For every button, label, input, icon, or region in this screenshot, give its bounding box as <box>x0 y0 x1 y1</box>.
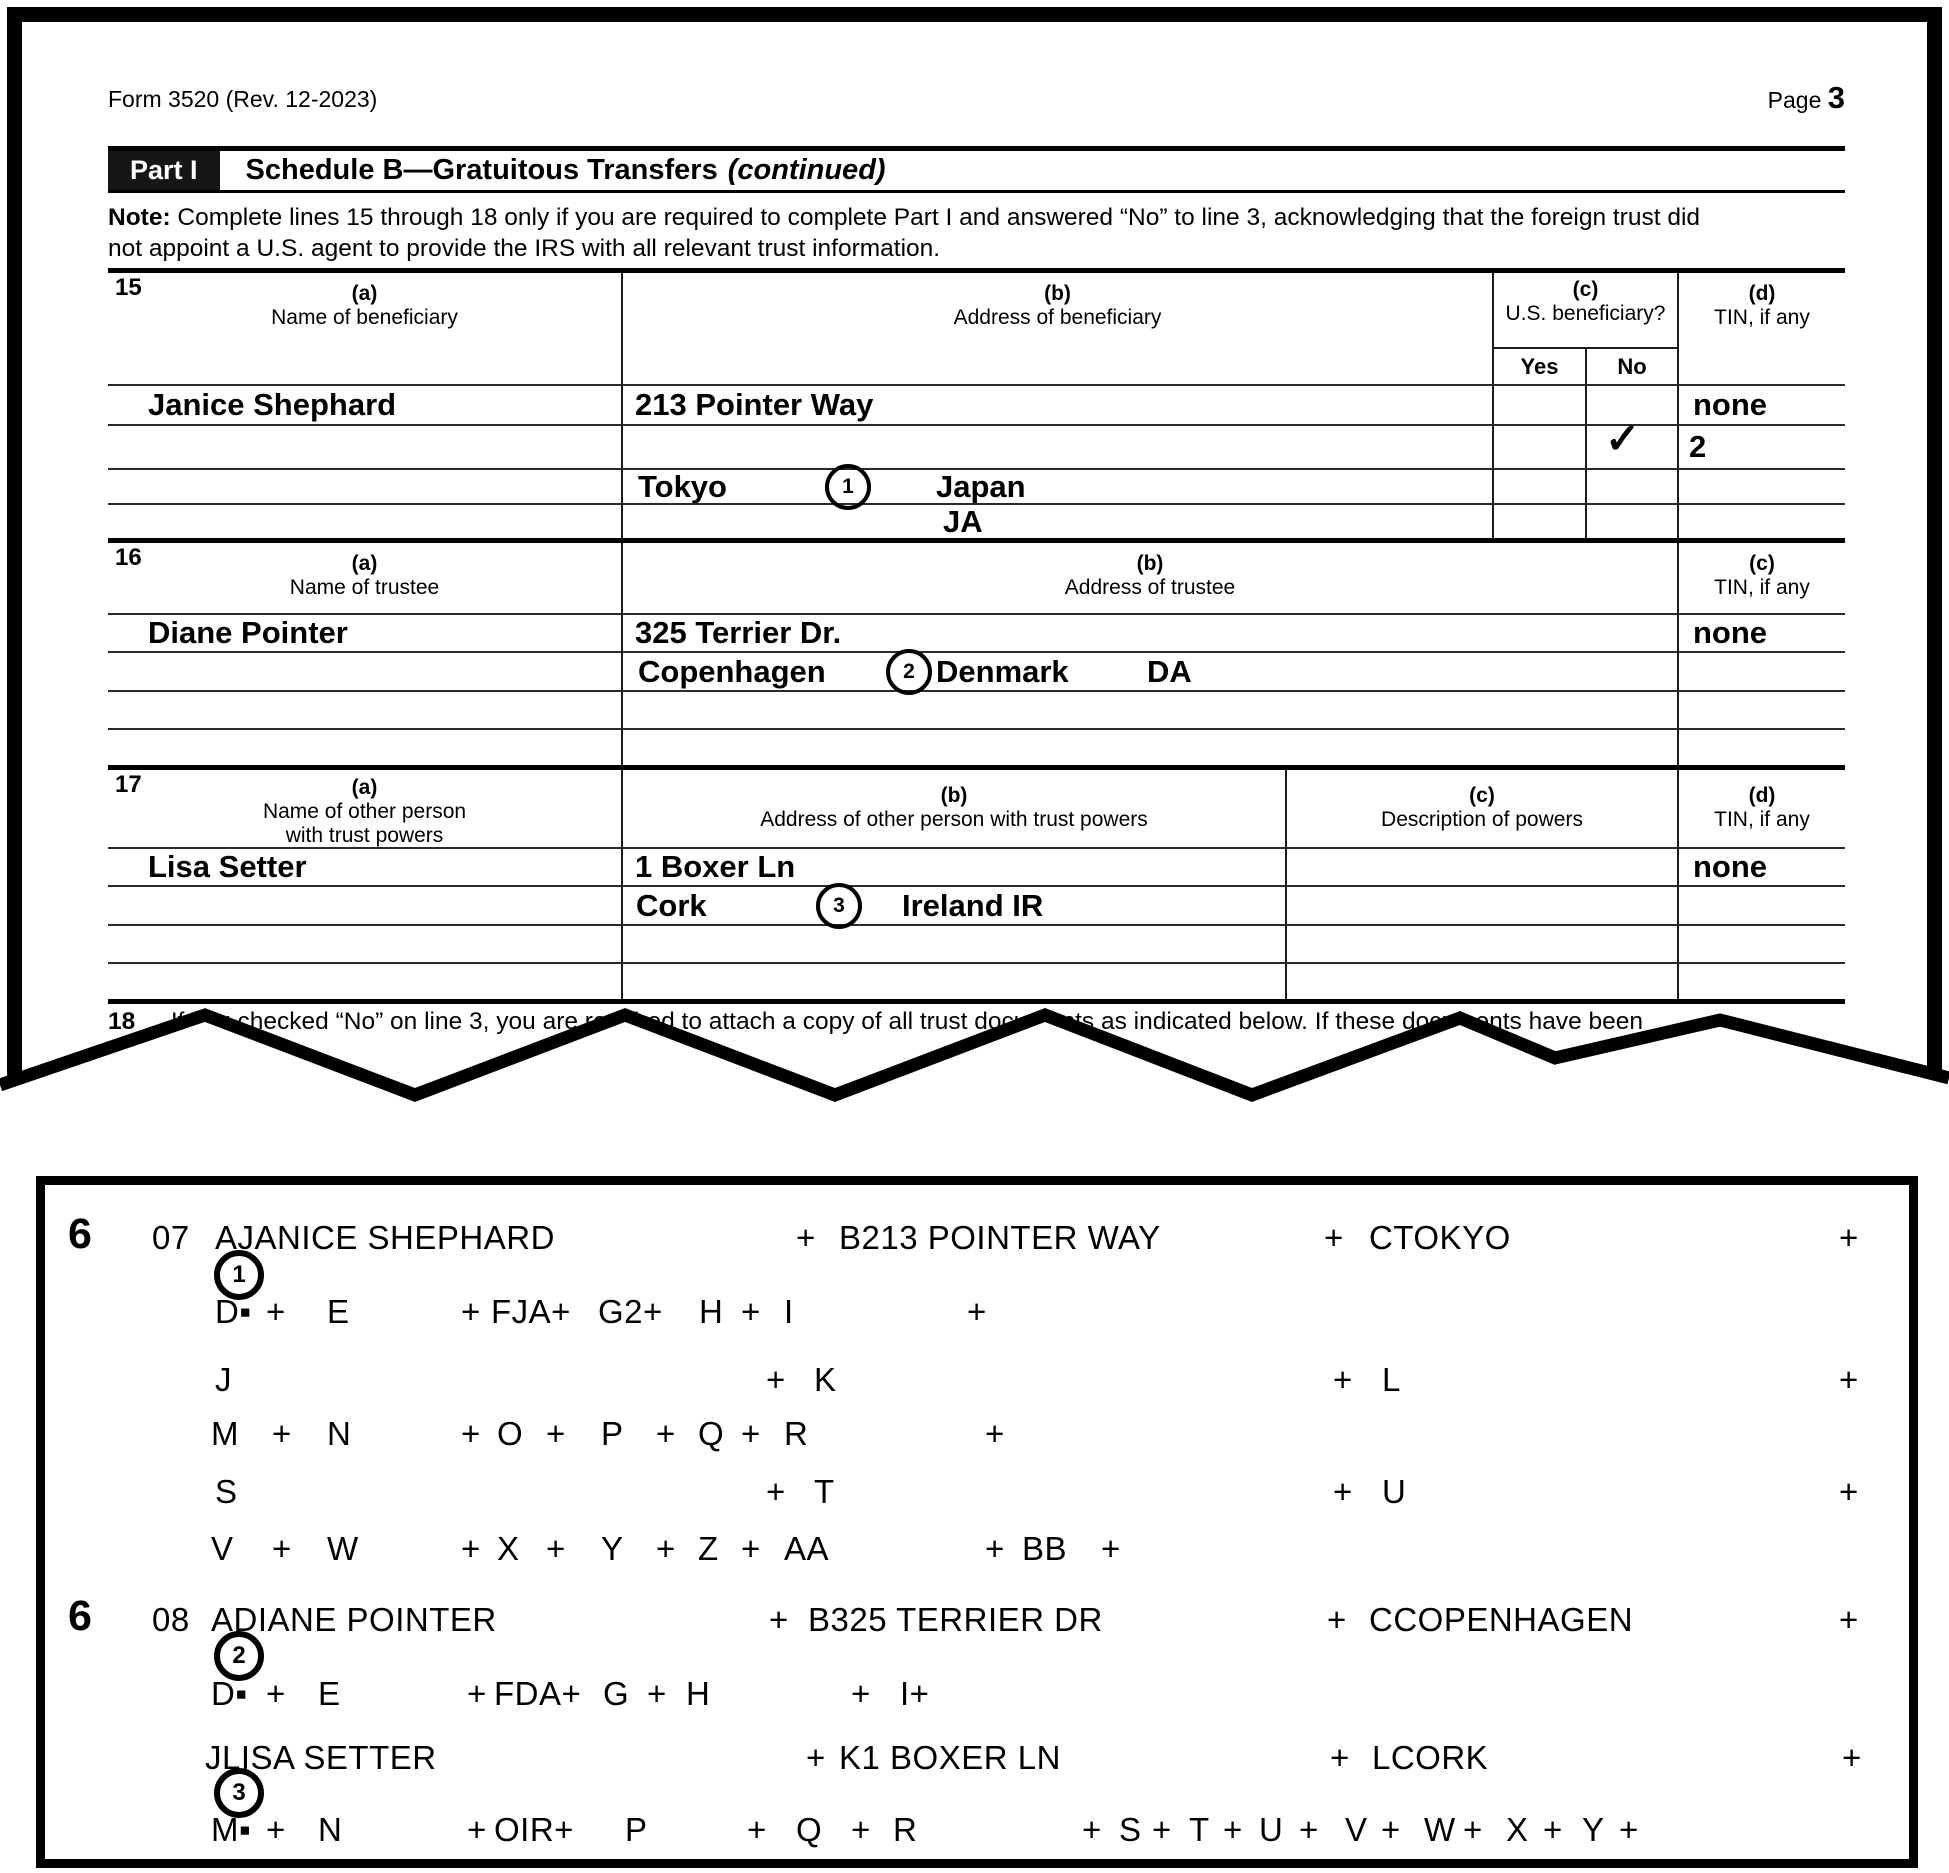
line15-table <box>108 268 1845 538</box>
record-segment: BB <box>1022 1530 1068 1567</box>
other-person-address: 1 Boxer Ln <box>635 849 796 884</box>
record-segment: + <box>461 1530 481 1567</box>
record-segment: + <box>656 1530 676 1567</box>
record-segment: + <box>1333 1361 1353 1398</box>
schedule-title-text: Schedule B—Gratuitous Transfers <box>245 154 718 186</box>
record-segment: FDA+ <box>494 1675 582 1712</box>
record-segment: + <box>1842 1739 1862 1776</box>
record-segment: W <box>327 1530 359 1567</box>
empty-cell <box>108 503 623 538</box>
record-segment: J <box>215 1361 232 1398</box>
line15-number: 15 <box>115 274 142 301</box>
trustee-city: Copenhagen <box>638 653 826 689</box>
record-segment: + <box>806 1739 826 1776</box>
record-sequence-number: 08 <box>152 1601 190 1638</box>
col-b-tag: (b) <box>1044 282 1071 305</box>
other-person-name-cell <box>108 847 623 885</box>
record-segment: Y <box>1582 1811 1605 1848</box>
line15-col-c-header <box>1494 273 1679 349</box>
record-segment: + <box>1839 1601 1859 1638</box>
line16-number: 16 <box>115 544 142 571</box>
no-checkbox-cell <box>1587 415 1679 468</box>
record-segment: + <box>1299 1811 1319 1848</box>
record-segment: + <box>272 1415 292 1452</box>
empty-cell <box>623 728 1679 765</box>
record-segment: + <box>741 1530 761 1567</box>
trustee-name-cell <box>108 613 623 651</box>
record-segment: + <box>467 1675 487 1712</box>
record-segment: K1 BOXER LN <box>839 1739 1061 1776</box>
page-number: 3 <box>1827 80 1845 115</box>
empty-cell <box>1679 690 1845 728</box>
record-segment: LCORK <box>1372 1739 1489 1776</box>
empty-cell <box>108 885 623 924</box>
page-label: Page <box>1767 87 1822 113</box>
record-segment: U <box>1382 1473 1407 1510</box>
line17-col-a-header <box>108 770 623 847</box>
record-segment: JLISA SETTER <box>205 1739 437 1776</box>
other-person-city: Cork <box>636 887 707 923</box>
record-segment: I <box>784 1293 794 1330</box>
col-a-tag: (a) <box>351 282 378 305</box>
schedule-title-suffix: (continued) <box>727 154 886 186</box>
trustee-city-country-cell <box>623 651 1679 690</box>
record-segment: CTOKYO <box>1369 1219 1511 1256</box>
record-segment: + <box>1324 1219 1344 1256</box>
empty-cell <box>1679 651 1845 690</box>
line17-col-c-header <box>1287 770 1679 847</box>
record-segment: + <box>1101 1530 1121 1567</box>
record-segment: OIR+ <box>494 1811 574 1848</box>
record-segment: U <box>1259 1811 1284 1848</box>
record-segment: V <box>211 1530 234 1567</box>
record-type-marker: 6 <box>68 1210 93 1258</box>
record-segment: B213 POINTER WAY <box>839 1219 1161 1256</box>
no-checkbox-cell <box>1587 503 1679 538</box>
record-segment: + <box>1463 1811 1483 1848</box>
record-segment: + <box>1223 1811 1243 1848</box>
col-a-label-line2: with trust powers <box>285 824 444 847</box>
record-segment: G <box>603 1675 630 1712</box>
record-segment: ADIANE POINTER <box>211 1601 497 1638</box>
record-segment: + <box>766 1361 786 1398</box>
note-label: Note: <box>108 204 171 231</box>
line15-col-d-header <box>1679 273 1845 384</box>
empty-cell <box>108 468 623 503</box>
record-segment: + <box>467 1811 487 1848</box>
note-line2: not appoint a U.S. agent to provide the IRS with all relevant trust information. <box>108 235 941 262</box>
trustee-address-cell <box>623 613 1679 651</box>
empty-cell <box>108 424 623 468</box>
record-segment: D▪ <box>215 1293 252 1330</box>
record-segment: + <box>272 1530 292 1567</box>
record-segment: + <box>985 1530 1005 1567</box>
beneficiary-city-country-cell <box>623 468 1494 503</box>
line15-col-b-header <box>623 273 1494 384</box>
no-checkbox-cell <box>1587 468 1679 503</box>
record-segment: B325 TERRIER DR <box>808 1601 1103 1638</box>
record-segment: + <box>851 1675 871 1712</box>
empty-cell <box>108 651 623 690</box>
col-d-tag: (d) <box>1748 282 1776 305</box>
record-segment: X <box>1506 1811 1529 1848</box>
trustee-name: Diane Pointer <box>148 615 348 650</box>
record-segment: + <box>461 1415 481 1452</box>
line18-number: 18 <box>108 1008 136 1035</box>
record-segment: + <box>461 1293 481 1330</box>
record-segment: AJANICE SHEPHARD <box>215 1219 555 1256</box>
record-segment: H <box>686 1675 711 1712</box>
col-c-label: TIN, if any <box>1714 576 1810 599</box>
record-segment: D▪ <box>211 1675 248 1712</box>
col-c-label: U.S. beneficiary? <box>1505 302 1666 325</box>
record-segment: T <box>1189 1811 1210 1848</box>
col-b-label: Address of other person with trust powers <box>760 808 1148 831</box>
record-segment: FJA+ <box>491 1293 571 1330</box>
other-person-name: Lisa Setter <box>148 849 307 884</box>
record-segment: Q <box>796 1811 823 1848</box>
record-segment: P <box>601 1415 624 1452</box>
record-segment: + <box>796 1219 816 1256</box>
record-segment: + <box>266 1293 286 1330</box>
line16-col-a-header <box>108 543 623 613</box>
record-segment: + <box>1082 1811 1102 1848</box>
trustee-country-code: DA <box>1147 653 1192 689</box>
record-segment: T <box>814 1473 835 1510</box>
record-segment: + <box>741 1293 761 1330</box>
col-a-tag: (a) <box>351 552 378 575</box>
powers-cell <box>1287 847 1679 885</box>
other-person-city-country-cell <box>623 885 1287 924</box>
trustee-tin-cell <box>1679 613 1845 651</box>
record-segment: M▪ <box>211 1811 252 1848</box>
col-d-tag: (d) <box>1748 784 1776 807</box>
part-header-band <box>108 146 1845 193</box>
callout-1-circle: 1 <box>214 1250 264 1300</box>
record-segment: N <box>318 1811 343 1848</box>
record-segment: Q <box>698 1415 725 1452</box>
record-segment: + <box>1619 1811 1639 1848</box>
torn-edge <box>0 960 1949 1172</box>
record-segment: + <box>1839 1361 1859 1398</box>
col-c-tag: (c) <box>1469 784 1495 807</box>
empty-cell <box>1679 924 1845 962</box>
note-paragraph <box>108 202 1845 264</box>
record-sequence-number: 07 <box>152 1219 190 1256</box>
powers-cell <box>1287 885 1679 924</box>
schedule-title <box>246 151 886 190</box>
record-segment: W <box>1424 1811 1456 1848</box>
col-c-tag: (c) <box>1572 278 1599 301</box>
yes-checkbox-cell <box>1494 468 1587 503</box>
record-segment: Y <box>601 1530 624 1567</box>
col-b-tag: (b) <box>1136 552 1164 575</box>
trustee-address: 325 Terrier Dr. <box>635 615 842 650</box>
beneficiary-name-cell <box>108 384 623 424</box>
empty-cell <box>1679 728 1845 765</box>
record-type-marker: 6 <box>68 1592 93 1640</box>
line18-body: If you checked “No” on line 3, you are required to attach a copy of all trust documents as indicated below. If these documents have been <box>170 1008 1644 1035</box>
beneficiary-address-cell <box>623 384 1494 424</box>
form-number: Form 3520 (Rev. 12-2023) <box>108 86 378 112</box>
line16-col-c-header <box>1679 543 1845 613</box>
callout-1-circle: 1 <box>825 464 871 510</box>
trustee-country: Denmark <box>936 653 1069 689</box>
record-segment: + <box>1333 1473 1353 1510</box>
line17-col-d-header <box>1679 770 1845 847</box>
empty-cell <box>108 924 623 962</box>
powers-cell <box>1287 924 1679 962</box>
record-segment: + <box>656 1415 676 1452</box>
tin-note-number: 2 <box>1689 429 1707 464</box>
record-segment: E <box>318 1675 341 1712</box>
record-segment: + <box>546 1530 566 1567</box>
record-segment: + <box>266 1811 286 1848</box>
record-segment: O <box>497 1415 524 1452</box>
beneficiary-country-code: JA <box>943 503 983 539</box>
col-b-label: Address of trustee <box>1064 576 1236 599</box>
empty-cell <box>1679 885 1845 924</box>
col-a-label-line1: Name of other person <box>262 800 467 823</box>
record-segment: + <box>1330 1739 1350 1776</box>
record-segment: M <box>211 1415 239 1452</box>
other-person-tin-cell <box>1679 847 1845 885</box>
record-segment: E <box>327 1293 350 1330</box>
page-indicator <box>1545 80 1845 116</box>
other-person-country: Ireland IR <box>902 887 1044 923</box>
record-segment: + <box>741 1415 761 1452</box>
yes-checkbox-cell <box>1494 424 1587 468</box>
record-segment: + <box>647 1675 667 1712</box>
part-label: Part I <box>108 151 220 190</box>
callout-3-circle: 3 <box>816 883 862 929</box>
no-column-header: No <box>1587 349 1679 384</box>
record-segment: H <box>699 1293 724 1330</box>
yes-column-header: Yes <box>1494 349 1587 384</box>
record-segment: + <box>266 1675 286 1712</box>
record-segment: AA <box>784 1530 830 1567</box>
record-segment: I+ <box>900 1675 930 1712</box>
record-segment: + <box>1381 1811 1401 1848</box>
no-checkmark: ✓ <box>1605 415 1641 462</box>
record-segment: + <box>985 1415 1005 1452</box>
col-c-label: Description of powers <box>1381 808 1583 831</box>
record-segment: V <box>1345 1811 1368 1848</box>
beneficiary-tin: none <box>1693 387 1768 422</box>
record-segment: + <box>967 1293 987 1330</box>
empty-cell <box>623 690 1679 728</box>
yes-checkbox-cell <box>1494 503 1587 538</box>
line17-number: 17 <box>115 771 142 798</box>
record-segment: R <box>784 1415 809 1452</box>
record-segment: + <box>1543 1811 1563 1848</box>
record-segment: + <box>766 1473 786 1510</box>
col-a-label: Name of trustee <box>289 576 440 599</box>
col-d-label: TIN, if any <box>1714 808 1810 831</box>
record-segment: + <box>747 1811 767 1848</box>
col-c-tag: (c) <box>1749 552 1775 575</box>
beneficiary-city: Tokyo <box>638 468 727 504</box>
trustee-tin: none <box>1693 615 1768 650</box>
callout-2-circle: 2 <box>214 1631 264 1681</box>
beneficiary-address: 213 Pointer Way <box>635 387 874 422</box>
empty-cell <box>623 424 1494 468</box>
empty-cell <box>108 690 623 728</box>
record-segment: + <box>1152 1811 1172 1848</box>
record-segment: G2+ <box>598 1293 663 1330</box>
empty-cell <box>623 924 1287 962</box>
record-segment: S <box>215 1473 238 1510</box>
record-segment: R <box>893 1811 918 1848</box>
record-segment: + <box>546 1415 566 1452</box>
record-segment: L <box>1382 1361 1401 1398</box>
note-line1: Complete lines 15 through 18 only if you are required to complete Part I and answered “No” to line 3, acknowledging that the foreign trust did <box>177 204 1701 231</box>
line16-table <box>108 538 1845 765</box>
beneficiary-tin-cell <box>1679 424 1845 468</box>
beneficiary-tin-cell <box>1679 384 1845 424</box>
record-segment: P <box>625 1811 648 1848</box>
beneficiary-country-code-cell <box>623 503 1494 538</box>
col-a-tag: (a) <box>351 776 378 799</box>
record-segment: X <box>497 1530 520 1567</box>
yes-checkbox-cell <box>1494 384 1587 424</box>
line17-col-b-header <box>623 770 1287 847</box>
empty-cell <box>108 728 623 765</box>
empty-cell <box>1679 468 1845 503</box>
callout-2-circle: 2 <box>886 649 932 695</box>
record-segment: + <box>1327 1601 1347 1638</box>
line16-col-b-header <box>623 543 1679 613</box>
record-segment: + <box>1839 1473 1859 1510</box>
record-segment: N <box>327 1415 352 1452</box>
col-a-label: Name of beneficiary <box>271 306 458 329</box>
record-segment: CCOPENHAGEN <box>1369 1601 1634 1638</box>
record-segment: + <box>1839 1219 1859 1256</box>
empty-cell <box>1679 503 1845 538</box>
beneficiary-name: Janice Shephard <box>148 387 397 422</box>
col-b-label: Address of beneficiary <box>953 306 1162 329</box>
record-segment: + <box>851 1811 871 1848</box>
record-segment: K <box>814 1361 837 1398</box>
record-segment: S <box>1119 1811 1142 1848</box>
beneficiary-country: Japan <box>936 468 1026 504</box>
col-b-tag: (b) <box>940 784 968 807</box>
col-d-label: TIN, if any <box>1714 306 1810 329</box>
record-segment: Z <box>698 1530 719 1567</box>
other-person-tin: none <box>1693 849 1768 884</box>
other-person-address-cell <box>623 847 1287 885</box>
callout-3-circle: 3 <box>214 1768 264 1818</box>
line15-col-a-header <box>108 273 623 384</box>
record-segment: + <box>769 1601 789 1638</box>
